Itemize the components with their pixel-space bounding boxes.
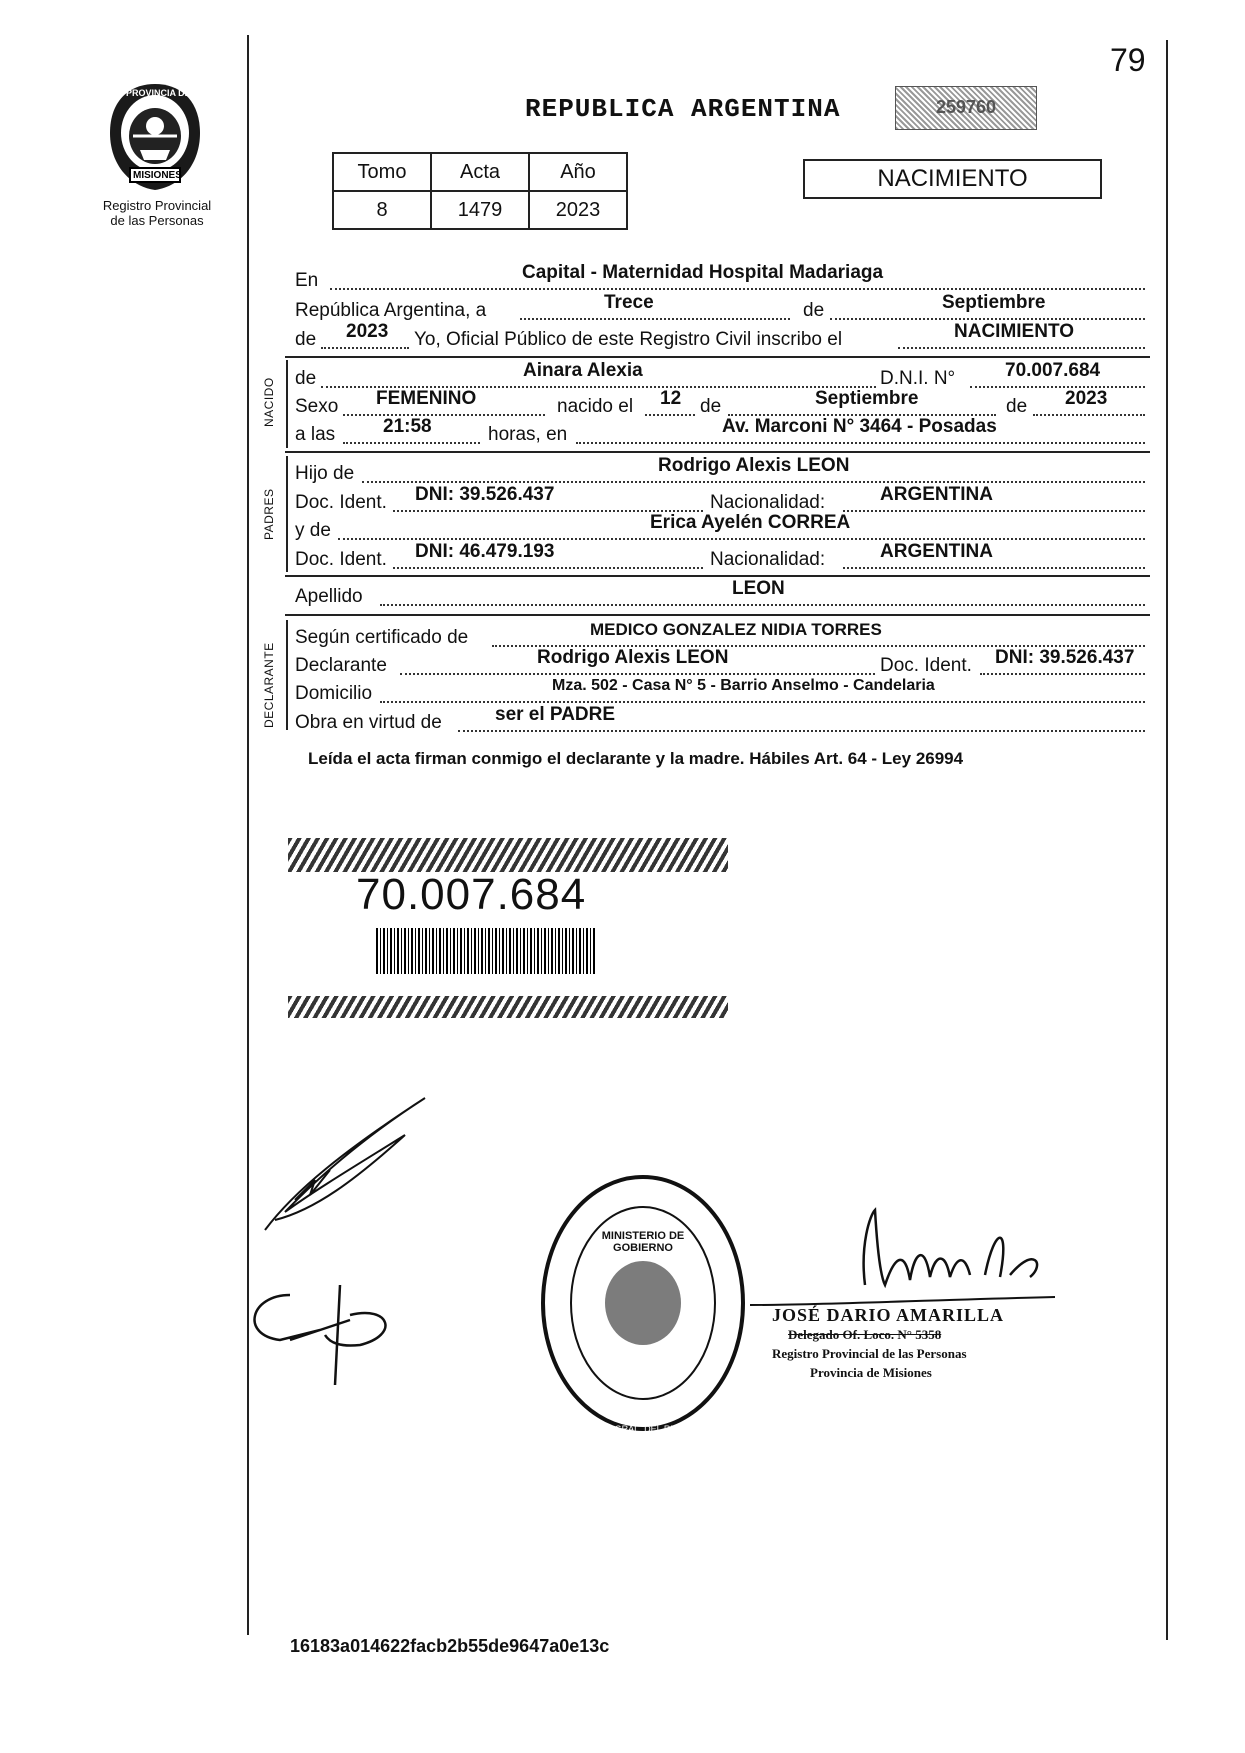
label-y-de: y de [295,520,331,541]
footer-note: Leída el acta firman conmigo el declarante y la madre. Hábiles Art. 64 - Ley 26994 [308,749,964,768]
table-header-anio: Año [529,153,627,191]
dots-dia [645,414,695,416]
declarant-signature [255,1090,435,1240]
dots-apellido [380,604,1145,606]
section-label-declarante: DECLARANTE [262,642,276,728]
value-sexo: FEMENINO [376,388,477,409]
value-mes-inscripcion: Septiembre [942,292,1046,313]
label-de-anio: de [295,329,317,350]
label-de-mes: de [803,300,825,321]
label-republica: República Argentina, a [295,300,487,321]
serial-stamp-number: 259760 [935,97,997,117]
dots-hora [343,442,480,444]
value-mes-nacimiento: Septiembre [815,388,919,409]
record-type-label: NACIMIENTO [877,165,1028,192]
dots-lugar-nac [576,442,1145,444]
dots-republica [520,318,790,320]
value-obra: ser el PADRE [495,704,616,725]
dots-tipo [898,347,1145,349]
label-yo: Yo, Oficial Público de este Registro Civil inscribo el [414,329,843,350]
record-type-box [803,159,1102,199]
label-dni: D.N.I. N° [880,368,956,389]
label-nacido-el: nacido el [557,396,634,417]
divider-4 [285,614,1150,616]
official-registry: Registro Provincial de las Personas [772,1346,967,1361]
official-seal [538,1172,748,1444]
value-madre: Erica Ayelén CORREA [650,512,851,533]
label-horas-en: horas, en [488,424,568,445]
value-apellido: LEON [732,578,785,599]
label-en: En [295,270,319,291]
dots-madre-nac [843,567,1145,569]
label-de-anio-nac: de [1006,396,1028,417]
value-anio-inscripcion: 2023 [346,321,389,342]
seal-inner-text: MINISTERIO DE GOBIERNO [601,1230,685,1254]
barcode [376,928,596,974]
security-pattern-bottom [288,996,728,1018]
table-value-tomo: 8 [333,191,431,229]
provincial-logo [100,78,210,196]
logo-caption-line1: Registro Provincial [102,198,212,213]
label-domicilio: Domicilio [295,683,373,704]
dots-declarante-doc [980,673,1145,675]
value-madre-nac: ARGENTINA [880,541,993,562]
mother-signature [230,1275,410,1395]
table-value-anio: 2023 [529,191,627,229]
value-tipo: NACIMIENTO [954,321,1074,342]
label-segun: Según certificado de [295,627,469,648]
dots-padre-nac [843,510,1145,512]
label-obra: Obra en virtud de [295,712,442,733]
value-anio-nacimiento: 2023 [1065,388,1108,409]
value-padre-doc: DNI: 39.526.437 [415,484,555,505]
divider-1 [285,356,1150,358]
value-padre: Rodrigo Alexis LEON [658,455,850,476]
value-padre-nac: ARGENTINA [880,484,993,505]
value-dia-nacimiento: 12 [660,388,682,409]
dots-domicilio [380,701,1145,703]
label-doc-ident-madre: Doc. Ident. [295,549,387,570]
section-label-nacido: NACIDO [262,377,276,427]
seal-ring-text: DIRECC. GRAL. DEL REGISTRO PROVINCIAL DE LAS PERSONAS [572,1424,714,1444]
value-domicilio: Mza. 502 - Casa N° 5 - Barrio Anselmo - Candelaria [552,677,935,694]
page-number: 79 [1110,42,1146,78]
declarante-bar [286,620,288,730]
table-header-acta: Acta [431,153,529,191]
dots-madre-doc [393,567,703,569]
label-de-mes-nac: de [700,396,722,417]
record-table [332,152,628,230]
value-lugar-nacimiento: Av. Marconi N° 3464 - Posadas [722,416,997,437]
official-stamp [772,1306,1004,1382]
label-sexo: Sexo [295,396,339,417]
divider-2 [285,451,1150,453]
dots-anio [321,347,409,349]
dots-madre [338,538,1145,540]
table-value-acta: 1479 [431,191,529,229]
dots-obra [458,730,1145,732]
official-title: Delegado Of. Loco. N° 5358 [788,1327,942,1342]
padres-bar [286,456,288,572]
dots-mes [830,318,1145,320]
security-pattern-top [288,838,728,872]
dots-padre [362,481,1145,483]
label-hijo-de: Hijo de [295,463,355,484]
value-madre-doc: DNI: 46.479.193 [415,541,555,562]
label-apellido: Apellido [295,586,363,607]
dots-anio-nac [1033,414,1145,416]
official-name: JOSÉ DARIO AMARILLA [772,1305,1005,1325]
label-doc-ident-padre: Doc. Ident. [295,492,387,513]
label-declarante: Declarante [295,655,387,676]
document-hash: 16183a014622facb2b55de9647a0e13c [290,1636,610,1656]
dots-declarante [400,673,875,675]
value-dni: 70.007.684 [1005,360,1101,381]
value-certificado: MEDICO GONZALEZ NIDIA TORRES [590,620,882,639]
label-doc-ident-declarante: Doc. Ident. [880,655,972,676]
label-nacionalidad-padre: Nacionalidad: [710,492,826,513]
logo-text-top: PROVINCIA DE [126,88,191,98]
dots-en [330,288,1145,290]
nacido-bar [286,360,288,448]
logo-caption [82,198,232,228]
divider-3 [285,575,1150,577]
label-nacionalidad-madre: Nacionalidad: [710,549,826,570]
dots-dni [970,386,1145,388]
table-header-tomo: Tomo [333,153,431,191]
logo-text-bottom: MISIONES [133,170,182,181]
label-a-las: a las [295,424,336,445]
value-dia-inscripcion: Trece [604,292,654,313]
value-hora: 21:58 [383,416,432,437]
logo-caption-line2: de las Personas [110,213,204,228]
label-de-nombre: de [295,368,317,389]
value-declarante: Rodrigo Alexis LEON [537,647,729,668]
value-lugar: Capital - Maternidad Hospital Madariaga [522,262,884,283]
value-declarante-doc: DNI: 39.526.437 [995,647,1135,668]
left-margin-line [247,35,249,1635]
barcode-number: 70.007.684 [356,870,587,919]
serial-stamp [895,86,1037,130]
dots-sexo [343,414,545,416]
official-province: Provincia de Misiones [810,1365,932,1380]
right-margin-line [1166,40,1168,1640]
section-label-padres: PADRES [262,488,276,540]
document-title: REPUBLICA ARGENTINA [525,94,841,124]
value-nombre: Ainara Alexia [523,360,643,381]
